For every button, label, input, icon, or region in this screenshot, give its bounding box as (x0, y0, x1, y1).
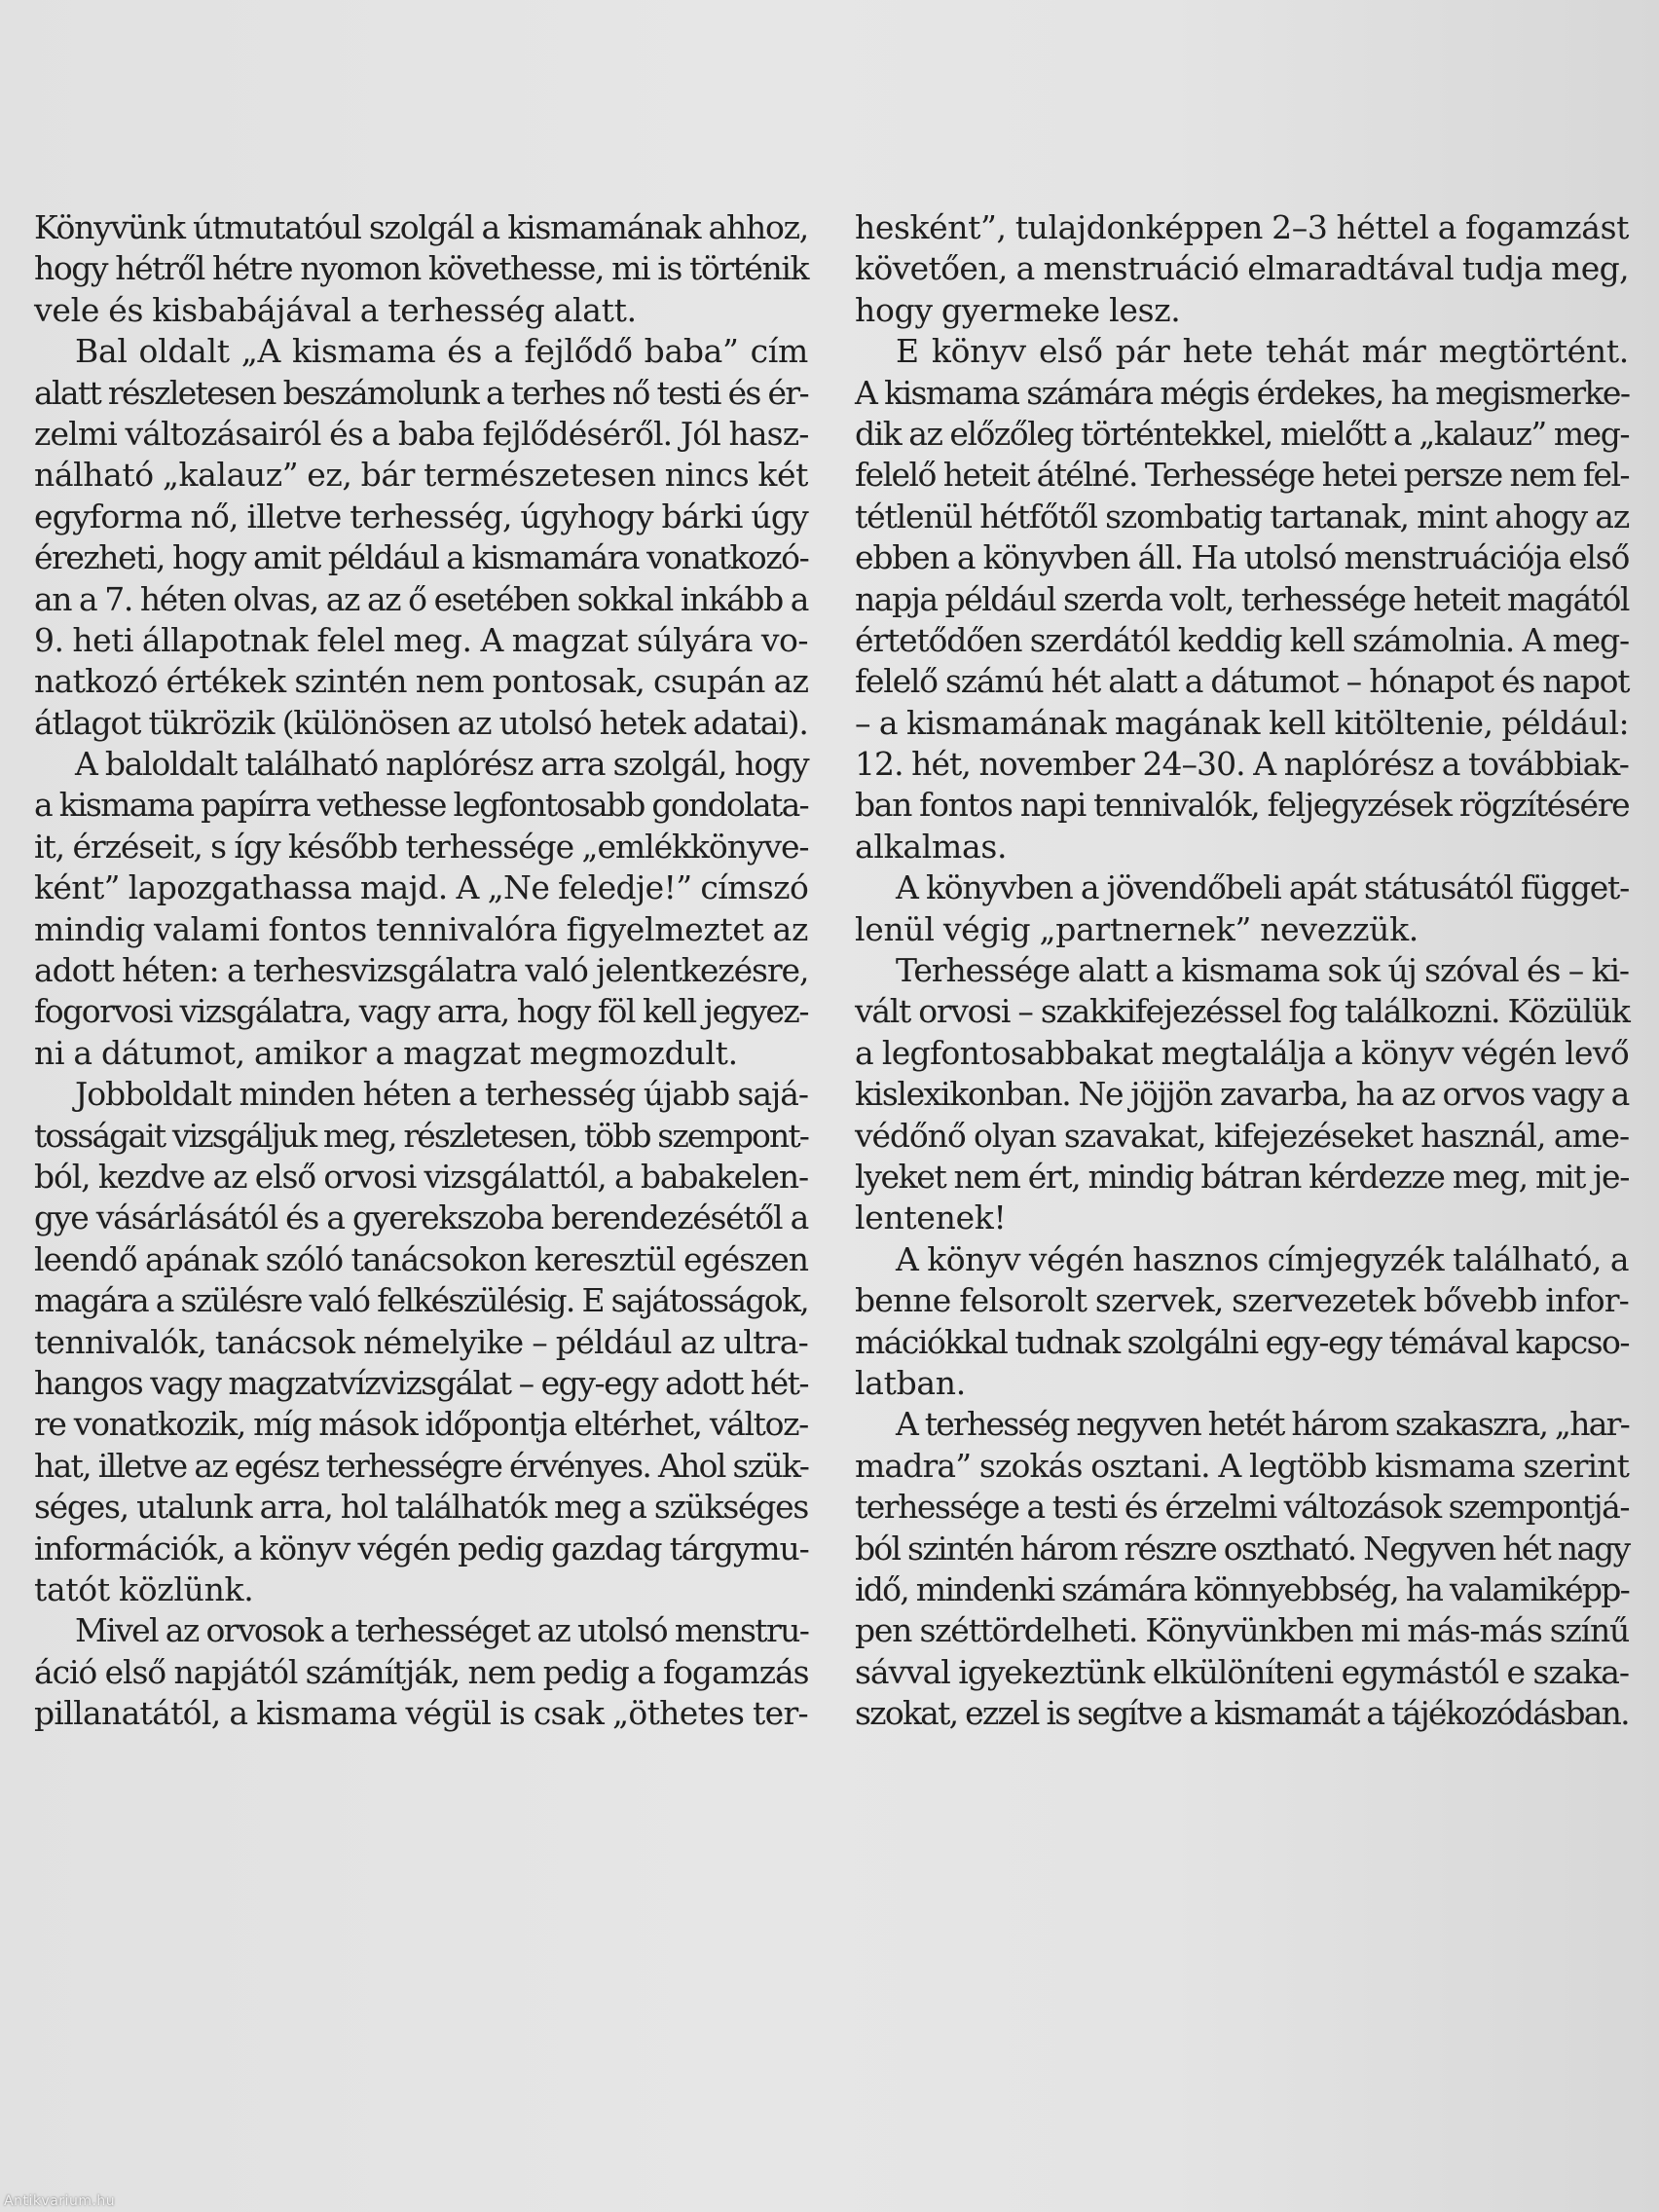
text-line: re vonatkozik, míg mások időpontja eltérhet, változ- (34, 1405, 808, 1444)
text-line: A terhesség negyven hetét három szakaszra, „har- (896, 1405, 1629, 1444)
text-line: ként” lapozgathassa majd. A „Ne feledje!” címszó (34, 868, 809, 907)
text-line: tosságait vizsgáljuk meg, részletesen, több szempont- (34, 1116, 808, 1155)
text-line: terhessége a testi és érzelmi változások szempontjá- (855, 1488, 1629, 1527)
text-line: ni a dátumot, amikor a magzat megmozdult. (34, 1033, 738, 1072)
text-line: latban. (855, 1363, 966, 1402)
text-line: madra” szokás osztani. A legtöbb kismama szerint (855, 1446, 1629, 1485)
text-line: A kismama számára mégis érdekes, ha megismerke- (855, 373, 1630, 412)
text-line: követően, a menstruáció elmaradtával tudja meg, (855, 249, 1629, 288)
text-line: szokat, ezzel is segítve a kismamát a tájékozódásban. (855, 1694, 1629, 1733)
text-line: alkalmas. (855, 827, 1008, 866)
text-line: ban fontos napi tennivalók, feljegyzések rögzítésére (855, 786, 1630, 825)
text-line: Jobboldalt minden héten a terhesség újabb sajá- (75, 1075, 808, 1114)
text-line: adott héten: a terhesvizsgálatra való jelentkezésre, (34, 951, 809, 990)
text-line: 9. heti állapotnak felel meg. A magzat súlyára vo- (34, 620, 808, 659)
text-line: – a kismamának magának kell kitöltenie, például: (855, 703, 1630, 742)
text-line: idő, mindenki számára könnyebbség, ha valamiképp- (855, 1569, 1629, 1608)
text-line: alatt részletesen beszámolunk a terhes nő testi és ér- (34, 373, 808, 412)
text-line: magára a szülésre való felkészülésig. E sajátosságok, (34, 1281, 808, 1320)
text-line: 12. hét, november 24–30. A naplórész a továbbiak- (855, 745, 1629, 784)
text-line: mindig valami fontos tennivalóra figyelmeztet az (34, 909, 808, 948)
text-line: it, érzéseit, s így később terhessége „emlékkönyve- (34, 827, 809, 866)
text-line: natkozó értékek szintén nem pontosak, csupán az (34, 662, 809, 701)
text-line: érezheti, hogy amit például a kismamára vonatkozó- (34, 538, 809, 577)
text-line: hogy gyermeke lesz. (855, 290, 1181, 329)
text-line: sávval igyekeztünk elkülöníteni egymástól e szaka- (855, 1652, 1629, 1691)
text-line: dik az előzőleg történtekkel, mielőtt a „kalauz” meg- (855, 414, 1629, 453)
text-line: hogy hétről hétre nyomon követhesse, mi is történik (34, 249, 808, 288)
text-line: an a 7. héten olvas, az az ő esetében sokkal inkább a (34, 579, 808, 618)
text-line: vele és kisbabájával a terhesség alatt. (34, 290, 637, 329)
text-line: gye vásárlásától és a gyerekszoba berendezésétől a (34, 1198, 808, 1237)
text-line: tétlenül hétfőtől szombatig tartanak, mint ahogy az (855, 497, 1630, 535)
text-line: A könyvben a jövendőbeli apát státusától függet- (896, 868, 1629, 907)
text-line: vált orvosi – szakkifejezéssel fog találkozni. Közülük (855, 992, 1630, 1031)
text-column-left (34, 207, 808, 1734)
text-line: lentenek! (855, 1198, 1007, 1237)
text-line: egyforma nő, illetve terhesség, úgyhogy bárki úgy (34, 497, 809, 535)
text-line: hesként”, tulajdonképpen 2–3 héttel a fogamzást (855, 208, 1629, 246)
text-line: A könyv végén hasznos címjegyzék található, a (896, 1239, 1629, 1278)
text-line: tennivalók, tanácsok némelyike – például az ultra- (34, 1322, 809, 1361)
text-line: zelmi változásairól és a baba fejlődéséről. Jól hasz- (34, 414, 809, 453)
text-line: Könyvünk útmutatóul szolgál a kismamának ahhoz, (34, 208, 808, 246)
text-line: áció első napjától számítják, nem pedig a fogamzás (34, 1652, 809, 1691)
watermark: Antikvarium.hu (4, 2194, 116, 2209)
text-line: Bal oldalt „A kismama és a fejlődő baba” cím (75, 332, 808, 371)
text-line: ból szintén három részre osztható. Negyven hét nagy (855, 1529, 1630, 1567)
text-line: hat, illetve az egész terhességre érvényes. Ahol szük- (34, 1446, 809, 1485)
text-line: ból, kezdve az első orvosi vizsgálattól, a babakelen- (34, 1157, 808, 1196)
text-line: nálható „kalauz” ez, bár természetesen nincs két (34, 456, 808, 495)
text-line: pillanatától, a kismama végül is csak „öthetes ter- (34, 1694, 808, 1733)
text-line: lyeket nem ért, mindig bátran kérdezze meg, mit je- (855, 1157, 1629, 1196)
text-line: benne felsorolt szervek, szervezetek bővebb infor- (855, 1281, 1629, 1320)
text-line: védőnő olyan szavakat, kifejezéseket használ, ame- (855, 1116, 1629, 1155)
text-line: fogorvosi vizsgálatra, vagy arra, hogy föl kell jegyez- (34, 992, 808, 1031)
text-line: napja például szerda volt, terhessége heteit magától (855, 579, 1629, 618)
text-line: értetődően szerdától keddig kell számolnia. A meg- (855, 620, 1629, 659)
text-line: E könyv első pár hete tehát már megtörtént. (896, 332, 1629, 371)
text-line: a legfontosabbakat megtalálja a könyv végén levő (855, 1033, 1629, 1072)
text-line: Terhessége alatt a kismama sok új szóval és – ki- (896, 951, 1629, 990)
text-line: pen széttördelheti. Könyvünkben mi más-más színű (855, 1611, 1629, 1650)
text-line: lenül végig „partnernek” nevezzük. (855, 909, 1419, 948)
text-line: kislexikonban. Ne jöjjön zavarba, ha az orvos vagy a (855, 1075, 1629, 1114)
text-line: felelő számú hét alatt a dátumot – hónapot és napot (855, 662, 1630, 701)
text-line: mációkkal tudnak szolgálni egy-egy témával kapcso- (855, 1322, 1629, 1361)
text-line: séges, utalunk arra, hol találhatók meg a szükséges (34, 1488, 809, 1527)
text-line: a kismama papírra vethesse legfontosabb gondolata- (34, 786, 808, 825)
text-line: A baloldalt található naplórész arra szolgál, hogy (75, 745, 809, 784)
text-line: felelő heteit átélné. Terhessége hetei persze nem fel- (855, 456, 1629, 495)
text-line: leendő apának szóló tanácsokon keresztül egészen (34, 1239, 808, 1278)
text-line: ebben a könyvben áll. Ha utolsó menstruációja első (855, 538, 1630, 577)
text-line: Mivel az orvosok a terhességet az utolsó menstru- (75, 1611, 809, 1650)
text-line: tatót közlünk. (34, 1569, 254, 1608)
text-line: információk, a könyv végén pedig gazdag tárgymu- (34, 1529, 809, 1567)
text-line: hangos vagy magzatvízvizsgálat – egy-egy adott hét- (34, 1363, 809, 1402)
text-column-right (855, 207, 1629, 1734)
text-line: átlagot tükrözik (különösen az utolsó hetek adatai). (34, 703, 808, 742)
